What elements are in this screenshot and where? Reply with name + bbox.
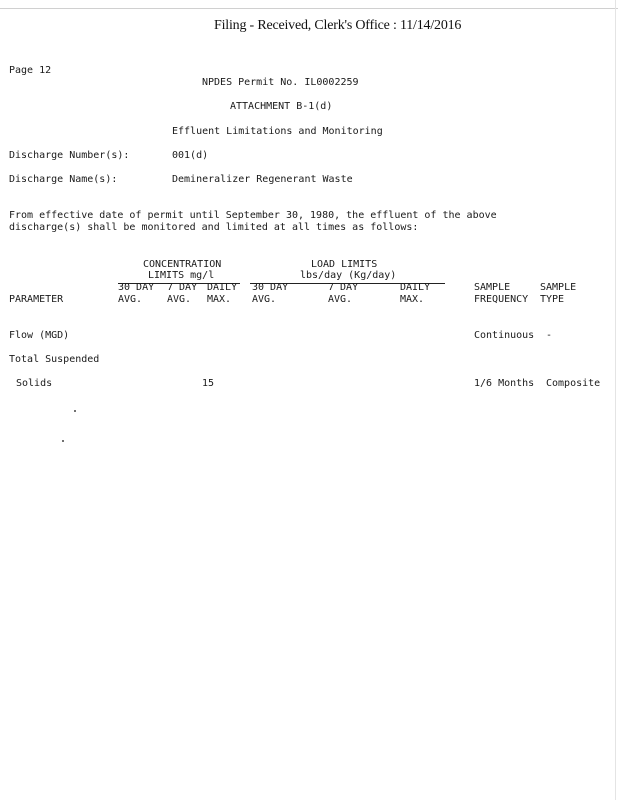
- row-solids-parameter: Solids: [16, 378, 53, 389]
- intro-line-1: From effective date of permit until September 30, 1980, the effluent of the above: [9, 210, 497, 221]
- row-flow-parameter: Flow (MGD): [9, 330, 70, 341]
- conc-daily-header: DAILY: [207, 282, 238, 293]
- concentration-header: CONCENTRATION: [143, 259, 222, 270]
- attachment-title: ATTACHMENT B-1(d): [230, 101, 333, 112]
- load-daily-header: DAILY: [400, 282, 431, 293]
- sample-frequency-sub: FREQUENCY: [474, 294, 529, 305]
- scan-speck: [74, 410, 76, 412]
- filing-stamp: Filing - Received, Clerk's Office : 11/14/2016: [214, 18, 462, 33]
- intro-line-2: discharge(s) shall be monitored and limited at all times as follows:: [9, 222, 419, 233]
- load-daily-sub: MAX.: [400, 294, 425, 305]
- scan-right-edge: [615, 0, 616, 800]
- row-solids-conc-30day: 15: [202, 378, 215, 389]
- permit-number: NPDES Permit No. IL0002259: [202, 77, 359, 88]
- scan-top-edge: [0, 8, 618, 9]
- parameter-header: PARAMETER: [9, 294, 64, 305]
- row-flow-type: -: [546, 330, 553, 341]
- discharge-number-value: 001(d): [172, 150, 209, 161]
- load-7day-header: 7 DAY: [328, 282, 359, 293]
- sample-frequency-header: SAMPLE: [474, 282, 511, 293]
- concentration-units: LIMITS mg/l: [148, 270, 215, 281]
- conc-30day-sub: AVG.: [118, 294, 143, 305]
- load-limits-units: lbs/day (Kg/day): [300, 270, 397, 281]
- row-solids-type: Composite: [546, 378, 601, 389]
- section-title: Effluent Limitations and Monitoring: [172, 126, 383, 137]
- scan-speck: [62, 440, 64, 442]
- conc-daily-sub: MAX.: [207, 294, 232, 305]
- load-30day-sub: AVG.: [252, 294, 277, 305]
- row-flow-frequency: Continuous: [474, 330, 535, 341]
- conc-30day-header: 30 DAY: [118, 282, 155, 293]
- conc-7day-header: 7 DAY: [167, 282, 198, 293]
- discharge-number-label: Discharge Number(s):: [9, 150, 130, 161]
- sample-type-sub: TYPE: [540, 294, 565, 305]
- discharge-name-value: Demineralizer Regenerant Waste: [172, 174, 353, 185]
- page-number: Page 12: [9, 65, 52, 76]
- row-tss-parameter: Total Suspended: [9, 354, 100, 365]
- conc-7day-sub: AVG.: [167, 294, 192, 305]
- load-30day-header: 30 DAY: [252, 282, 289, 293]
- load-7day-sub: AVG.: [328, 294, 353, 305]
- discharge-name-label: Discharge Name(s):: [9, 174, 118, 185]
- load-limits-header: LOAD LIMITS: [311, 259, 378, 270]
- sample-type-header: SAMPLE: [540, 282, 577, 293]
- row-solids-frequency: 1/6 Months: [474, 378, 535, 389]
